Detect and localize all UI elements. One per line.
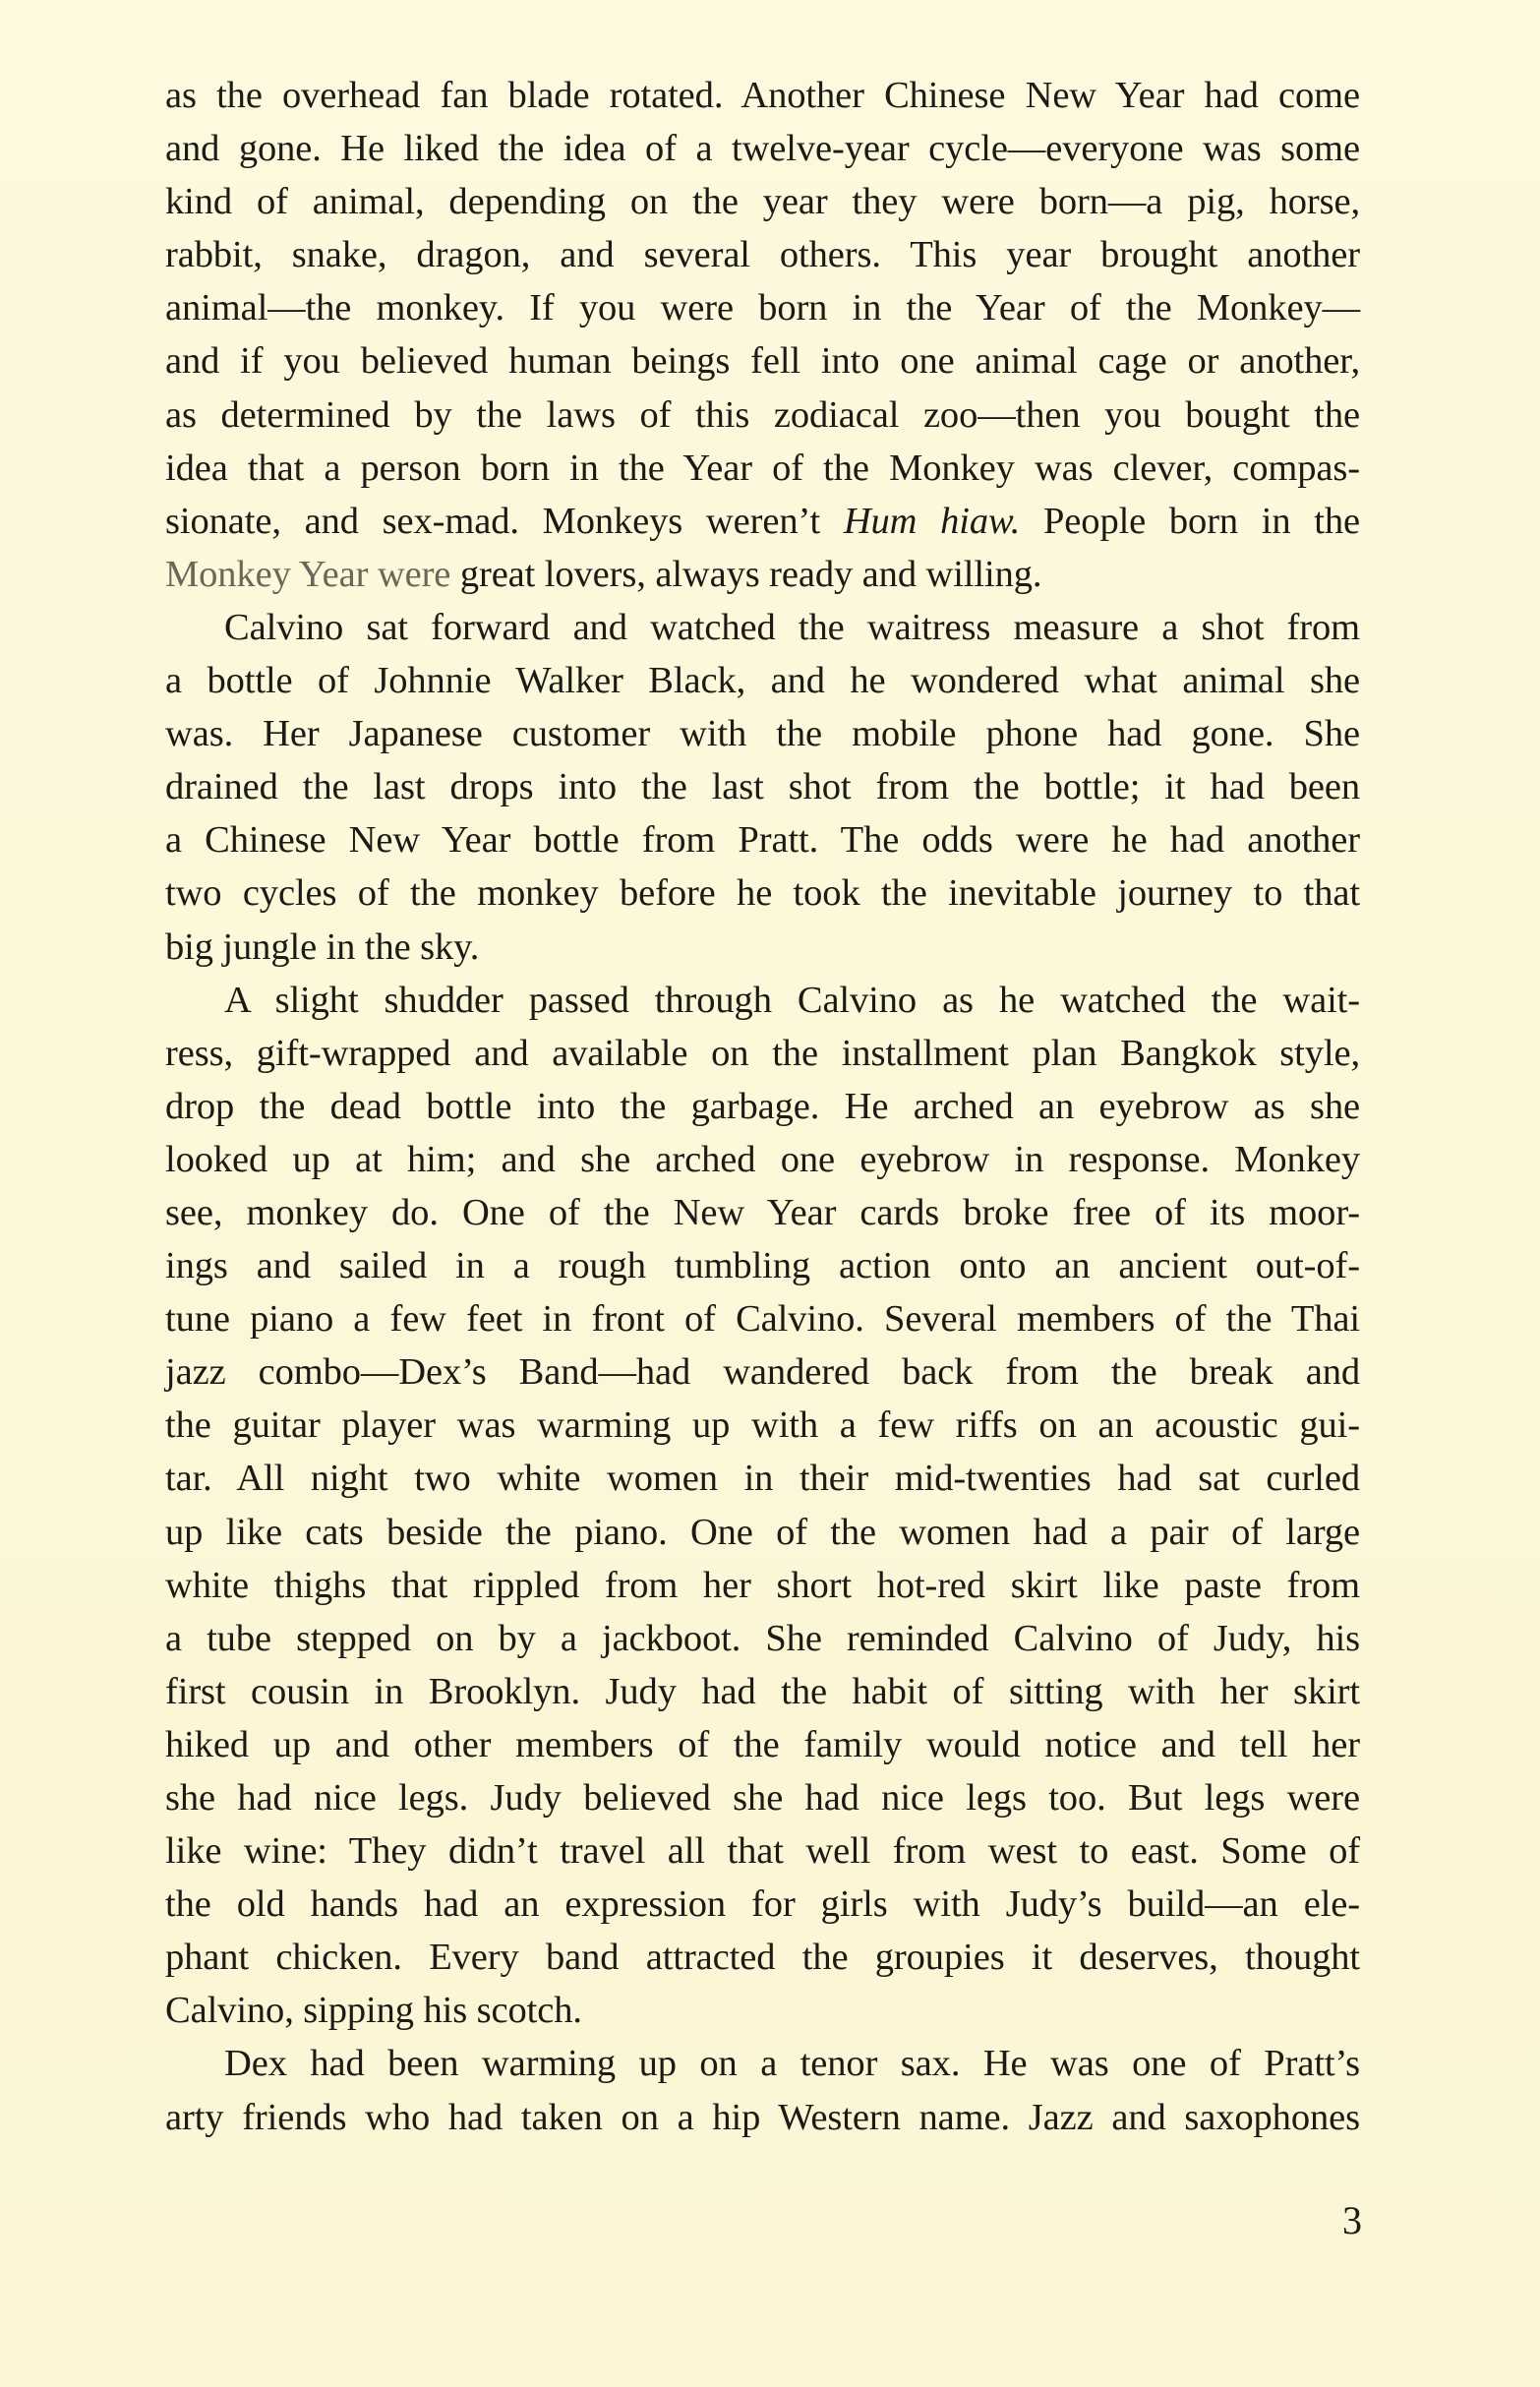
text-segment: sionate, and sex-mad. Monkeys weren’t [165,500,844,542]
text-line: arty friends who had taken on a hip Western name. Jazz and saxophones [165,2096,1360,2138]
text-line: tar. All night two white women in their mid-twenties had sat curled [165,1458,1360,1500]
text-line: up like cats beside the piano. One of the women had a pair of large [165,1511,1360,1553]
text-line: phant chicken. Every band attracted the groupies it deserves, thought [165,1937,1360,1979]
text-segment: People born in the [1020,500,1361,542]
text-line: ress, gift-wrapped and available on the installment plan Bangkok style, [165,1032,1360,1074]
body-text [165,69,1360,2144]
text-line: drop the dead bottle into the garbage. He arched an eyebrow as she [165,1085,1360,1127]
text-line: see, monkey do. One of the New Year cards broke free of its moor- [165,1191,1360,1233]
text-line: white thighs that rippled from her short hot-red skirt like paste from [165,1564,1360,1606]
page-number: 3 [1342,2198,1362,2242]
paragraph-1 [165,69,1360,601]
text-line: like wine: They didn’t travel all that well from west to east. Some of [165,1830,1360,1873]
text-line: rabbit, snake, dragon, and several others. This year brought another [165,234,1360,276]
paragraph-2 [165,601,1360,974]
text-line [165,974,1360,1027]
text-segment: Dex had been warming up on a tenor sax. He was one of Pratt’s [224,2043,1360,2085]
text-line: big jungle in the sky. [165,925,480,968]
text-line: idea that a person born in the Year of the Monkey was clever, compas- [165,447,1360,489]
text-line: drained the last drops into the last shot from the bottle; it had been [165,766,1360,808]
text-line: a bottle of Johnnie Walker Black, and he wondered what animal she [165,660,1360,702]
text-line: a tube stepped on by a jackboot. She reminded Calvino of Judy, his [165,1617,1360,1659]
text-line: she had nice legs. Judy believed she had nice legs too. But legs were [165,1777,1360,1819]
text-line: kind of animal, depending on the year they were born—a pig, horse, [165,181,1360,223]
faded-text-segment: Monkey Year were [165,553,451,595]
text-segment: Calvino sat forward and watched the waitress measure a shot from [224,606,1360,648]
text-line [165,548,1360,601]
text-line: tune piano a few feet in front of Calvino. Several members of the Thai [165,1298,1360,1341]
text-line: looked up at him; and she arched one eyebrow in response. Monkey [165,1138,1360,1180]
text-line: and if you believed human beings fell into one animal cage or another, [165,340,1360,383]
text-line: and gone. He liked the idea of a twelve-year cycle—everyone was some [165,128,1360,170]
text-line: first cousin in Brooklyn. Judy had the habit of sitting with her skirt [165,1670,1360,1712]
text-line [165,601,1360,654]
text-line: the old hands had an expression for girls with Judy’s build—an ele- [165,1883,1360,1926]
text-line: a Chinese New Year bottle from Pratt. The odds were he had another [165,819,1360,862]
text-line: as the overhead fan blade rotated. Another Chinese New Year had come [165,75,1360,116]
text-segment: great lovers, always ready and willing. [450,553,1042,595]
text-line: was. Her Japanese customer with the mobile phone had gone. She [165,713,1360,755]
text-line: Calvino, sipping his scotch. [165,1990,582,2032]
text-segment: A slight shudder passed through Calvino as he watched the wait- [224,979,1360,1021]
text-line: jazz combo—Dex’s Band—had wandered back from the break and [165,1351,1360,1394]
text-line: hiked up and other members of the family would notice and tell her [165,1723,1360,1765]
text-line: two cycles of the monkey before he took the inevitable journey to that [165,872,1360,915]
text-line: ings and sailed in a rough tumbling action onto an ancient out-of- [165,1245,1360,1287]
text-line: as determined by the laws of this zodiacal zoo—then you bought the [165,393,1360,436]
paragraph-3 [165,974,1360,2038]
text-line: animal—the monkey. If you were born in the Year of the Monkey— [165,287,1360,329]
text-line [165,495,1360,548]
text-line: the guitar player was warming up with a few riffs on an acoustic gui- [165,1404,1360,1447]
text-line [165,2037,1360,2090]
paragraph-4 [165,2037,1360,2143]
italic-phrase: Hum hiaw. [843,500,1021,542]
